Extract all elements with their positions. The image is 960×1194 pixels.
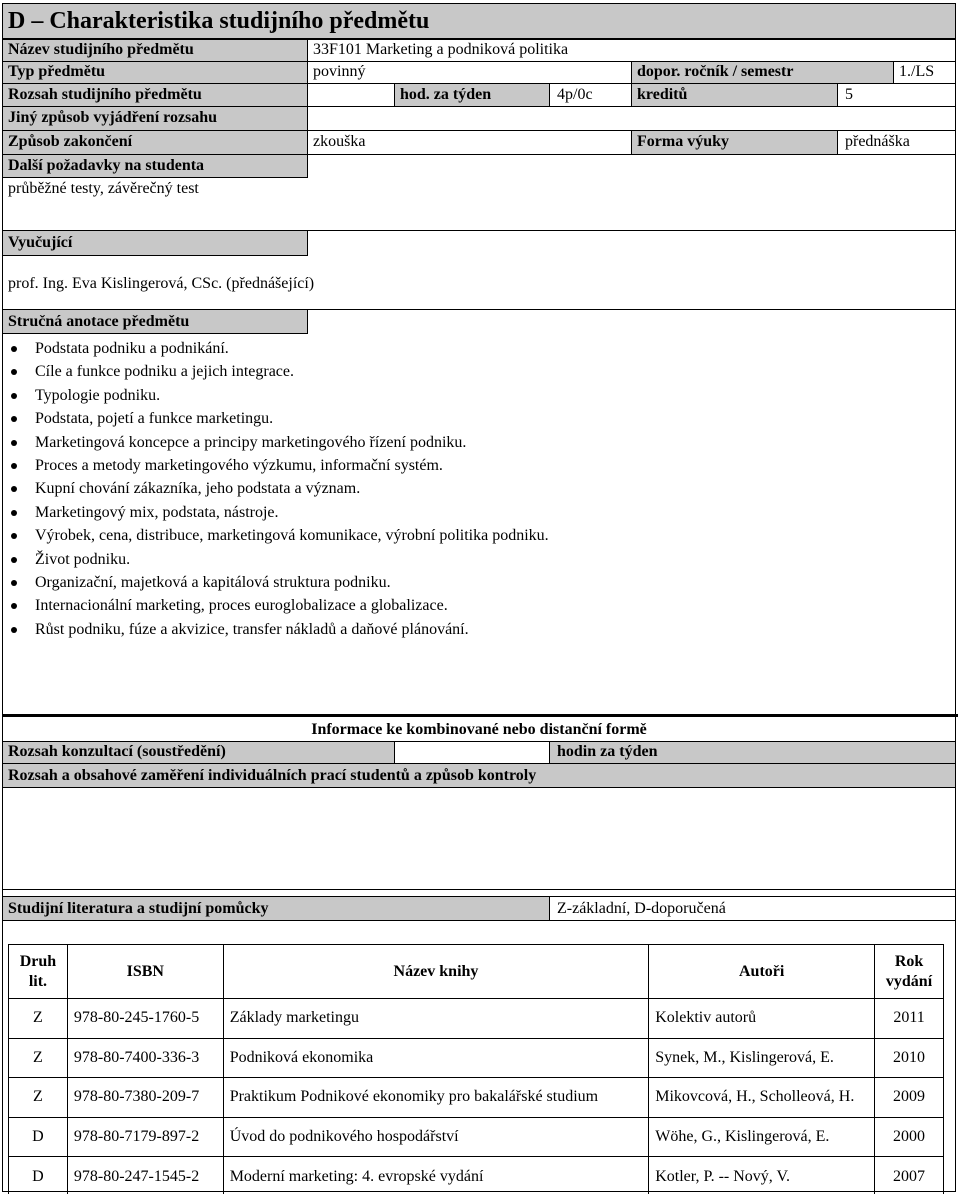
row-kind: Z xyxy=(9,1038,68,1078)
row-kind: D xyxy=(9,1117,68,1157)
row-title: Praktikum Podnikové ekonomiky pro bakalářské studium xyxy=(223,1078,649,1118)
row-isbn: 978-80-7179-897-2 xyxy=(67,1117,223,1157)
annotation-item: Marketingová koncepce a principy marketingového řízení podniku. xyxy=(8,431,549,454)
hours-label: hod. za týden xyxy=(400,86,492,103)
annotation-label: Stručná anotace předmětu xyxy=(8,313,190,330)
annotation-item: Proces a metody marketingového výzkumu, informační systém. xyxy=(8,454,549,477)
col-isbn-header: ISBN xyxy=(67,945,223,999)
literature-header-row xyxy=(9,945,944,999)
row-kind: Z xyxy=(9,1078,68,1118)
requirements-value: průběžné testy, závěrečný test xyxy=(8,180,199,197)
row-title: Úvod do podnikového hospodářství xyxy=(223,1117,649,1157)
credits-value-cell xyxy=(837,83,956,107)
year-value: 1./LS xyxy=(899,63,935,80)
consult-value-cell xyxy=(394,741,550,764)
page-title: D – Charakteristika studijního předmětu xyxy=(8,8,430,34)
table-row xyxy=(9,999,944,1039)
row-authors: Kotler, P. -- Nový, V. xyxy=(649,1157,875,1194)
consult-hours-label: hodin za týden xyxy=(557,743,658,760)
credits-value: 5 xyxy=(845,86,853,103)
row-year: 2010 xyxy=(875,1038,944,1078)
row-title: Základy marketingu xyxy=(223,999,649,1039)
row-authors: Mikovcová, H., Scholleová, H. xyxy=(649,1078,875,1118)
subject-type-label: Typ předmětu xyxy=(8,63,106,80)
hours-value: 4p/0c xyxy=(557,86,593,103)
annotation-item: Organizační, majetková a kapitálová struktura podniku. xyxy=(8,571,549,594)
credits-label: kreditů xyxy=(637,86,688,103)
completion-value: zkouška xyxy=(313,133,366,150)
requirements-label: Další požadavky na studenta xyxy=(8,157,205,174)
form-value: přednáška xyxy=(845,133,910,150)
row-year: 2011 xyxy=(875,999,944,1039)
teachers-value: prof. Ing. Eva Kislingerová, CSc. (přednášející) xyxy=(8,275,315,292)
row-year: 2007 xyxy=(875,1157,944,1194)
scope-empty-cell xyxy=(307,83,395,107)
form-label: Forma výuky xyxy=(637,133,729,150)
annotation-item: Marketingový mix, podstata, nástroje. xyxy=(8,501,549,524)
subject-name-value: 33F101 Marketing a podniková politika xyxy=(313,41,569,58)
other-scope-value-cell xyxy=(307,106,956,131)
scope-label: Rozsah studijního předmětu xyxy=(8,86,202,103)
table-row xyxy=(9,1038,944,1078)
annotation-item: Růst podniku, fúze a akvizice, transfer nákladů a daňové plánování. xyxy=(8,618,549,641)
annotation-item: Typologie podniku. xyxy=(8,384,549,407)
row-isbn: 978-80-245-1760-5 xyxy=(67,999,223,1039)
col-title-header: Název knihy xyxy=(223,945,649,999)
col-kind-header: Druh lit. xyxy=(9,945,68,999)
row-isbn: 978-80-7400-336-3 xyxy=(67,1038,223,1078)
individual-label: Rozsah a obsahové zaměření individuálních prací studentů a způsob kontroly xyxy=(8,767,537,784)
annotation-item: Podstata, pojetí a funkce marketingu. xyxy=(8,407,549,430)
row-authors: Kolektiv autorů xyxy=(649,999,875,1039)
table-row xyxy=(9,1117,944,1157)
consult-label: Rozsah konzultací (soustředění) xyxy=(8,743,226,760)
annotation-item: Internacionální marketing, proces euroglobalizace a globalizace. xyxy=(8,594,549,617)
row-isbn: 978-80-247-1545-2 xyxy=(67,1157,223,1194)
year-label: dopor. ročník / semestr xyxy=(637,63,794,80)
row-year: 2000 xyxy=(875,1117,944,1157)
col-authors-header: Autoři xyxy=(649,945,875,999)
row-kind: D xyxy=(9,1157,68,1194)
annotation-item: Život podniku. xyxy=(8,548,549,571)
annotation-item: Cíle a funkce podniku a jejich integrace. xyxy=(8,360,549,383)
literature-table xyxy=(8,944,944,1194)
table-row xyxy=(9,1157,944,1194)
row-authors: Wöhe, G., Kislingerová, E. xyxy=(649,1117,875,1157)
col-year-header: Rok vydání xyxy=(875,945,944,999)
literature-legend: Z-základní, D-doporučená xyxy=(557,900,726,917)
completion-label: Způsob zakončení xyxy=(8,133,133,150)
annotation-item: Kupní chování zákazníka, jeho podstata a význam. xyxy=(8,477,549,500)
distance-heading: Informace ke kombinované nebo distanční formě xyxy=(311,721,647,738)
row-isbn: 978-80-7380-209-7 xyxy=(67,1078,223,1118)
literature-label: Studijní literatura a studijní pomůcky xyxy=(8,900,269,917)
row-kind: Z xyxy=(9,999,68,1039)
annotation-list xyxy=(8,337,549,641)
row-title: Moderní marketing: 4. evropské vydání xyxy=(223,1157,649,1194)
row-authors: Synek, M., Kislingerová, E. xyxy=(649,1038,875,1078)
table-row xyxy=(9,1078,944,1118)
annotation-item: Výrobek, cena, distribuce, marketingová komunikace, výrobní politika podniku. xyxy=(8,524,549,547)
row-year: 2009 xyxy=(875,1078,944,1118)
subject-type-value: povinný xyxy=(313,63,366,80)
teachers-label: Vyučující xyxy=(8,234,73,251)
other-scope-label: Jiný způsob vyjádření rozsahu xyxy=(8,109,218,126)
annotation-item: Podstata podniku a podnikání. xyxy=(8,337,549,360)
row-title: Podniková ekonomika xyxy=(223,1038,649,1078)
subject-name-label: Název studijního předmětu xyxy=(8,41,194,58)
